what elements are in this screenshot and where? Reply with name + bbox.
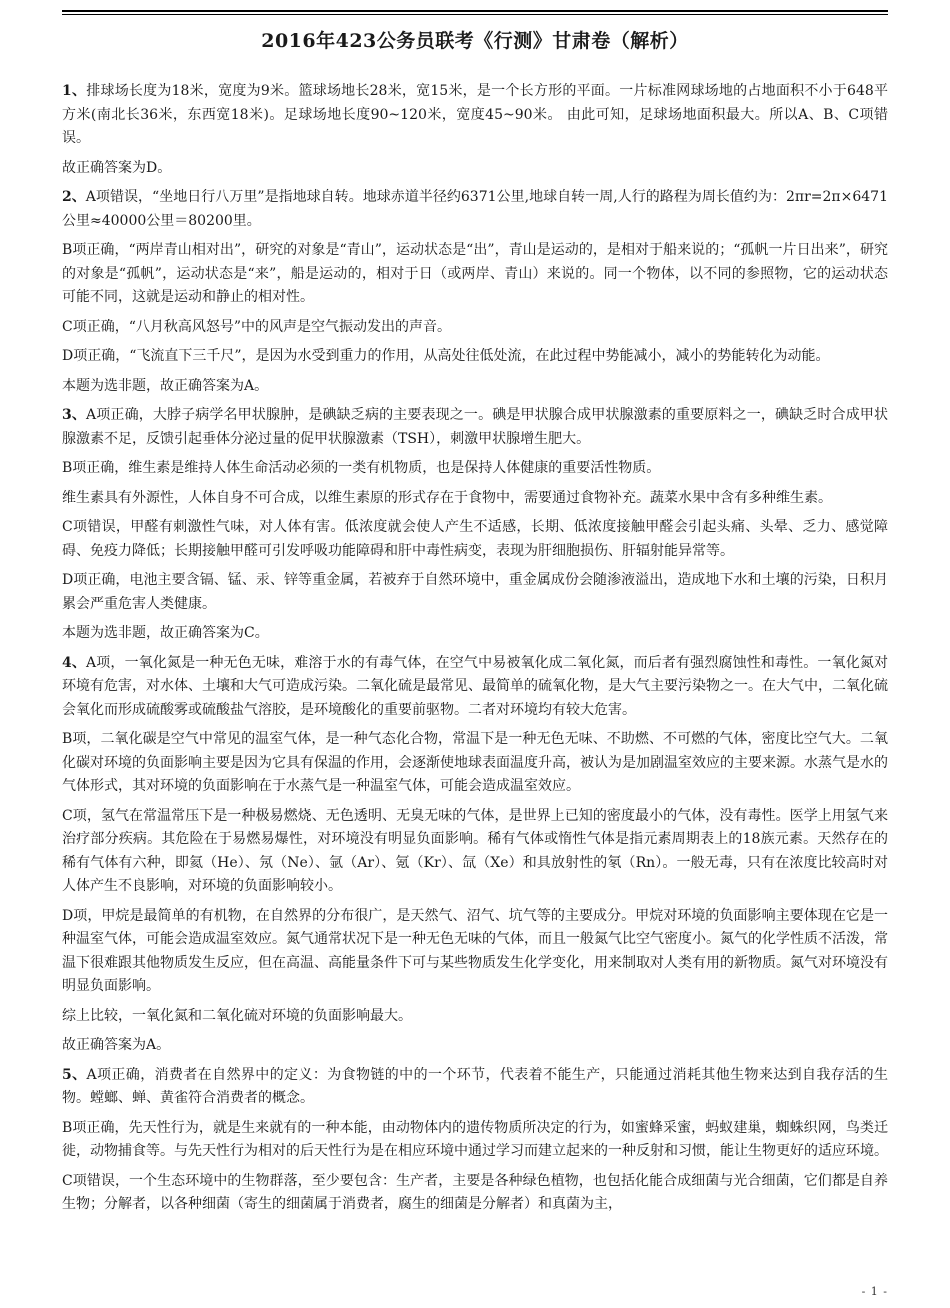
paragraph-text: 故正确答案为D。: [62, 159, 172, 176]
question-number: 5、: [62, 1066, 87, 1083]
paragraph: [62, 157, 888, 181]
paragraph-text: B项，二氧化碳是空气中常见的温室气体，是一种气态化合物，常温下是一种无色无味、不助燃、不可燃的气体，密度比空气大。二氧化碳对环境的负面影响主要是因为它具有保温的作用，会逐渐使地球表面温度升高，被认为是加剧温室效应的主要来源。水蒸气是水的气体形式，其对环境的负面影响在于水蒸气是一种温室气体，可能会造成温室效应。: [62, 731, 888, 794]
paragraph-text: 维生素具有外源性，人体自身不可合成，以维生素原的形式存在于食物中，需要通过食物补充。蔬菜水果中含有多种维生素。: [62, 489, 832, 506]
paragraph: [62, 1005, 888, 1029]
page-title: 2016年423公务员联考《行测》甘肃卷（解析）: [261, 30, 689, 52]
paragraph: [62, 1170, 888, 1217]
paragraph: [62, 80, 888, 151]
paragraph: [62, 905, 888, 999]
question-number: 1、: [62, 83, 87, 99]
paragraph: [62, 316, 888, 340]
paragraph: [62, 1064, 888, 1111]
paragraph: [62, 1034, 888, 1058]
paragraph: [62, 186, 888, 233]
paragraph: [62, 457, 888, 481]
paragraph: [62, 622, 888, 646]
paragraph: [62, 516, 888, 563]
question-number: 3、: [62, 407, 87, 423]
paragraph-text: A项正确，消费者在自然界中的定义：为食物链的中的一个环节，代表着不能生产，只能通过消耗其他生物来达到自我存活的生物。螳螂、蝉、黄雀符合消费者的概念。: [62, 1066, 889, 1106]
paragraph-text: A项正确，大脖子病学名甲状腺肿，是碘缺乏病的主要表现之一。碘是甲状腺合成甲状腺激素的重要原料之一，碘缺乏时合成甲状腺激素不足，反馈引起垂体分泌过量的促甲状腺激素（TSH），刺激甲状腺增生肥大。: [62, 407, 888, 447]
paragraph-text: 本题为选非题，故正确答案为A。: [62, 377, 269, 394]
question-number: 2、: [62, 189, 86, 205]
paragraph-text: A项，一氧化氮是一种无色无味，难溶于水的有毒气体，在空气中易被氧化成二氧化氮，而后者有强烈腐蚀性和毒性。一氧化氮对环境有危害，对水体、土壤和大气可造成污染。二氧化硫是最常见、最简单的硫氧化物，是大气主要污染物之一。在大气中，二氧化硫会氧化而形成硫酸雾或硫酸盐气溶胶，是环境酸化的重要前驱物。二者对环境均有较大危害。: [62, 654, 888, 718]
paragraph-text: D项，甲烷是最简单的有机物，在自然界的分布很广，是天然气、沼气、坑气等的主要成分。甲烷对环境的负面影响主要体现在它是一种温室气体，可能会造成温室效应。氮气通常状况下是一种无色无味的气体，而且一般氮气比空气密度小。氮气的化学性质不活泼，常温下很难跟其他物质发生反应，但在高温、高能量条件下可与某些物质发生化学变化，用来制取对人类有用的新物质。氮气对环境没有明显负面影响。: [62, 907, 888, 994]
paragraph: [62, 1117, 888, 1164]
paragraph: [62, 805, 888, 899]
paragraph-text: C项错误，甲醛有刺激性气味，对人体有害。低浓度就会使人产生不适感，长期、低浓度接触甲醛会引起头痛、头晕、乏力、感觉障碍、免疫力降低；长期接触甲醛可引发呼吸功能障碍和肝中毒性病变，表现为肝细胞损伤、肝辐射能异常等。: [62, 519, 888, 559]
paragraph-text: D项正确，“飞流直下三千尺”，是因为水受到重力的作用，从高处往低处流，在此过程中势能减小，减小的势能转化为动能。: [62, 348, 830, 364]
paragraph: [62, 404, 888, 451]
paragraph: [62, 487, 888, 511]
paragraph-text: D项正确，电池主要含镉、锰、汞、锌等重金属，若被弃于自然环境中，重金属成份会随渗液溢出，造成地下水和土壤的污染，日积月累会严重危害人类健康。: [62, 572, 888, 612]
header-rule-thick: [62, 10, 888, 12]
paragraph-text: 故正确答案为A。: [62, 1037, 171, 1053]
header-rule-thin: [62, 14, 888, 15]
paragraph: [62, 239, 888, 310]
paragraph-text: B项正确，“两岸青山相对出”，研究的对象是“青山”，运动状态是“出”，青山是运动的，是相对于船来说的；“孤帆一片日出来”，研究的对象是“孤帆”，运动状态是“来”，船是运动的，相对于日（或两岸、青山）来说的。同一个物体，以不同的参照物，它的运动状态可能不同，这就是运动和静止的相对性。: [62, 242, 888, 305]
paragraph-text: C项，氢气在常温常压下是一种极易燃烧、无色透明、无臭无味的气体，是世界上已知的密度最小的气体，没有毒性。医学上用氢气来治疗部分疾病。其危险在于易燃易爆性，对环境没有明显负面影响。稀有气体或惰性气体是指元素周期表上的18族元素。天然存在的稀有气体有六种，即氦（He）、氖（Ne）、氩（Ar）、氪（Kr）、氙（Xe）和具放射性的氡（Rn）。一般无毒，只有在浓度比较高时对人体产生不良影响，对环境的负面影响较小。: [62, 807, 888, 894]
paragraph-text: A项错误，“坐地日行八万里”是指地球自转。地球赤道半径约6371公里,地球自转一周,人行的路程为周长值约为：2πr=2π×6471公里≈40000公里＝80200里。: [62, 189, 888, 229]
paragraph: [62, 345, 888, 369]
paragraph-text: B项正确，先天性行为，就是生来就有的一种本能，由动物体内的遗传物质所决定的行为，如蜜蜂采蜜，蚂蚁建巢，蜘蛛织网，鸟类迁徙，动物捕食等。与先天性行为相对的后天性行为是在相应环境中通过学习而建立起来的一种反射和习惯，能让生物更好的适应环境。: [62, 1119, 888, 1159]
paragraph: [62, 652, 888, 723]
paragraph: [62, 375, 888, 399]
paragraph-text: C项错误，一个生态环境中的生物群落，至少要包含：生产者，主要是各种绿色植物，也包括化能合成细菌与光合细菌，它们都是自养生物；分解者，以各种细菌（寄生的细菌属于消费者，腐生的细菌是分解者）和真菌为主，: [62, 1172, 888, 1212]
page-number: - 1 -: [861, 1285, 888, 1298]
question-number: 4、: [62, 654, 87, 671]
paragraph-text: B项正确，维生素是维持人体生命活动必须的一类有机物质，也是保持人体健康的重要活性物质。: [62, 460, 661, 476]
paragraph-text: 本题为选非题，故正确答案为C。: [62, 625, 269, 641]
paragraph: [62, 728, 888, 799]
document-body: [62, 80, 888, 1223]
paragraph-text: C项正确，“八月秋高风怒号”中的风声是空气振动发出的声音。: [62, 318, 452, 335]
paragraph-text: 排球场长度为18米，宽度为9米。篮球场地长28米，宽15米，是一个长方形的平面。一片标准网球场地的占地面积不小于648平方米(南北长36米，东西宽18米)。足球场地长度90~120米，宽度45~90米。 由此可知，足球场地面积最大。所以A、B、C项错误。: [62, 83, 888, 146]
paragraph: [62, 569, 888, 616]
paragraph-text: 综上比较，一氧化氮和二氧化硫对环境的负面影响最大。: [62, 1007, 412, 1024]
